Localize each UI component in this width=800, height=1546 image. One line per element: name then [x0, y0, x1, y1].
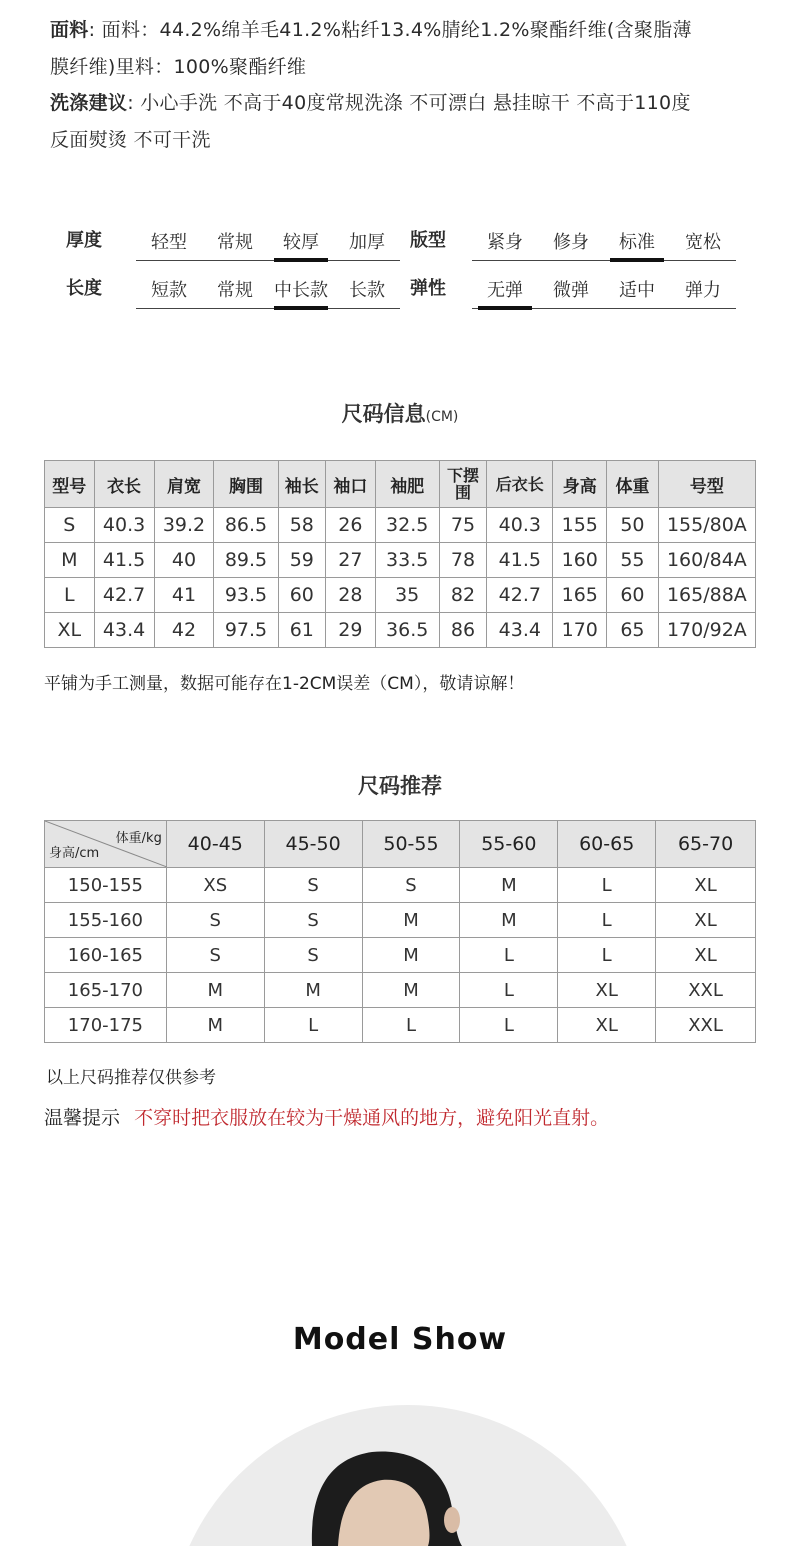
table-row — [45, 508, 756, 543]
thickness-option-extra-thick: 加厚 — [349, 232, 385, 253]
header-cell: 袖口 — [326, 461, 376, 508]
thickness-option-regular: 常规 — [217, 232, 253, 253]
size-rec-note: 以上尺码推荐仅供参考 — [46, 1068, 216, 1088]
recommended-size-cell: L — [460, 1008, 558, 1043]
table-cell: 58 — [278, 508, 326, 543]
table-cell: 40 — [154, 543, 214, 578]
table-cell: L — [45, 578, 95, 613]
table-row — [45, 578, 756, 613]
header-cell: 后衣长 — [487, 461, 553, 508]
size-rec-table — [44, 820, 756, 1043]
header-cell: 肩宽 — [154, 461, 214, 508]
header-cell: 胸围 — [214, 461, 278, 508]
recommended-size-cell: M — [362, 938, 460, 973]
table-cell: 41.5 — [487, 543, 553, 578]
table-cell: 41 — [154, 578, 214, 613]
header-cell: 身高 — [553, 461, 607, 508]
table-cell: 170 — [553, 613, 607, 648]
header-cell: 体重 — [607, 461, 659, 508]
table-cell: 32.5 — [375, 508, 439, 543]
length-options — [136, 276, 400, 309]
table-cell: 65 — [607, 613, 659, 648]
fabric-line-2 — [50, 55, 306, 79]
table-cell: 75 — [439, 508, 487, 543]
table-cell: 165 — [553, 578, 607, 613]
header-cell: 袖肥 — [375, 461, 439, 508]
size-info-header-row — [45, 461, 756, 508]
corner-height-label: 身高/cm — [49, 846, 100, 861]
recommended-size-cell: XL — [656, 868, 756, 903]
table-cell: 43.4 — [487, 613, 553, 648]
care-tip-text: 不穿时把衣服放在较为干燥通风的地方，避免阳光直射。 — [134, 1107, 610, 1129]
table-cell: 41.5 — [94, 543, 154, 578]
recommended-size-cell: S — [166, 903, 264, 938]
recommended-size-cell: XXL — [656, 973, 756, 1008]
recommended-size-cell: M — [460, 903, 558, 938]
table-cell: 36.5 — [375, 613, 439, 648]
recommended-size-cell: M — [362, 973, 460, 1008]
thickness-options — [136, 228, 400, 261]
table-cell: 60 — [607, 578, 659, 613]
table-row — [45, 973, 756, 1008]
table-cell: 61 — [278, 613, 326, 648]
recommended-size-cell: M — [362, 903, 460, 938]
recommended-size-cell: L — [460, 973, 558, 1008]
recommended-size-cell: XL — [558, 973, 656, 1008]
size-info-table — [44, 460, 756, 648]
fabric-label: 面料 — [50, 19, 89, 41]
care-tip-label: 温馨提示 — [44, 1107, 121, 1129]
fit-option-tight: 紧身 — [487, 232, 523, 253]
elasticity-option-slight: 微弹 — [553, 280, 589, 301]
recommended-size-cell: S — [166, 938, 264, 973]
weight-header: 55-60 — [460, 821, 558, 868]
fabric-line-1 — [50, 18, 692, 42]
height-range-cell: 165-170 — [45, 973, 167, 1008]
recommended-size-cell: XL — [656, 903, 756, 938]
table-cell: 26 — [326, 508, 376, 543]
table-cell: 40.3 — [94, 508, 154, 543]
length-option-regular: 常规 — [217, 280, 253, 301]
recommended-size-cell: XL — [656, 938, 756, 973]
header-cell: 型号 — [45, 461, 95, 508]
table-cell: 39.2 — [154, 508, 214, 543]
header-cell: 下摆围 — [439, 461, 487, 508]
recommended-size-cell: L — [558, 868, 656, 903]
care-tip — [44, 1103, 609, 1130]
model-ear — [444, 1507, 460, 1533]
table-cell: 82 — [439, 578, 487, 613]
size-rec-corner-cell — [45, 821, 167, 868]
table-cell: 59 — [278, 543, 326, 578]
clipped-text-remnant — [50, 0, 170, 2]
table-cell: 42 — [154, 613, 214, 648]
table-cell: 170/92A — [658, 613, 755, 648]
table-cell: 60 — [278, 578, 326, 613]
size-info-unit: (CM) — [425, 409, 459, 425]
care-line-2 — [50, 128, 211, 152]
length-option-long: 长款 — [349, 280, 385, 301]
care-text-2: 反面熨烫 不可干洗 — [50, 129, 211, 151]
recommended-size-cell: M — [166, 1008, 264, 1043]
table-cell: 50 — [607, 508, 659, 543]
fit-option-loose: 宽松 — [685, 232, 721, 253]
table-cell: 29 — [326, 613, 376, 648]
fabric-text-1: : 面料：44.2%绵羊毛41.2%粘纤13.4%腈纶1.2%聚酯纤维(含聚脂薄 — [88, 19, 692, 41]
recommended-size-cell: L — [558, 903, 656, 938]
table-cell: 86 — [439, 613, 487, 648]
size-rec-title: 尺码推荐 — [358, 774, 442, 798]
fit-label: 版型 — [410, 230, 446, 251]
thickness-label: 厚度 — [66, 230, 102, 251]
recommended-size-cell: S — [264, 903, 362, 938]
table-cell: 55 — [607, 543, 659, 578]
elasticity-options — [472, 276, 736, 309]
table-row — [45, 543, 756, 578]
height-range-cell: 170-175 — [45, 1008, 167, 1043]
table-row — [45, 903, 756, 938]
table-cell: 86.5 — [214, 508, 278, 543]
header-cell: 衣长 — [94, 461, 154, 508]
recommended-size-cell: M — [264, 973, 362, 1008]
table-cell: 155/80A — [658, 508, 755, 543]
table-cell: 27 — [326, 543, 376, 578]
table-cell: 42.7 — [94, 578, 154, 613]
table-row — [45, 938, 756, 973]
table-cell: 42.7 — [487, 578, 553, 613]
recommended-size-cell: L — [362, 1008, 460, 1043]
size-info-title-text: 尺码信息 — [341, 402, 426, 426]
weight-header: 40-45 — [166, 821, 264, 868]
length-option-short: 短款 — [151, 280, 187, 301]
care-label: 洗涤建议 — [50, 92, 128, 114]
table-cell: 89.5 — [214, 543, 278, 578]
table-cell: 28 — [326, 578, 376, 613]
weight-header: 45-50 — [264, 821, 362, 868]
table-cell: 160 — [553, 543, 607, 578]
height-range-cell: 155-160 — [45, 903, 167, 938]
height-range-cell: 150-155 — [45, 868, 167, 903]
elasticity-label: 弹性 — [410, 278, 446, 299]
table-cell: M — [45, 543, 95, 578]
recommended-size-cell: M — [166, 973, 264, 1008]
table-cell: 160/84A — [658, 543, 755, 578]
table-cell: 97.5 — [214, 613, 278, 648]
header-cell: 袖长 — [278, 461, 326, 508]
table-cell: XL — [45, 613, 95, 648]
size-rec-header-row — [45, 821, 756, 868]
size-info-note: 平铺为手工测量，数据可能存在1-2CM误差（CM），敬请谅解！ — [44, 674, 525, 694]
table-cell: 33.5 — [375, 543, 439, 578]
header-cell: 号型 — [658, 461, 755, 508]
fit-option-standard-selected: 标准 — [604, 228, 670, 260]
recommended-size-cell: XS — [166, 868, 264, 903]
recommended-size-cell: L — [460, 938, 558, 973]
table-cell: 35 — [375, 578, 439, 613]
recommended-size-cell: L — [264, 1008, 362, 1043]
recommended-size-cell: S — [264, 868, 362, 903]
thickness-option-thick-selected: 较厚 — [268, 228, 334, 260]
model-show-title: Model Show — [292, 1322, 508, 1357]
recommended-size-cell: L — [558, 938, 656, 973]
recommended-size-cell: XXL — [656, 1008, 756, 1043]
recommended-size-cell: XL — [558, 1008, 656, 1043]
table-cell: 165/88A — [658, 578, 755, 613]
care-text-1: : 小心手洗 不高于40度常规洗涤 不可漂白 悬挂晾干 不高于110度 — [127, 92, 691, 114]
elasticity-option-stretch: 弹力 — [685, 280, 721, 301]
table-cell: 155 — [553, 508, 607, 543]
model-photo — [0, 1380, 800, 1546]
fit-option-slim: 修身 — [553, 232, 589, 253]
table-row — [45, 1008, 756, 1043]
weight-header: 60-65 — [558, 821, 656, 868]
height-range-cell: 160-165 — [45, 938, 167, 973]
table-cell: 40.3 — [487, 508, 553, 543]
weight-header: 65-70 — [656, 821, 756, 868]
thickness-option-light: 轻型 — [151, 232, 187, 253]
table-cell: 78 — [439, 543, 487, 578]
table-cell: 93.5 — [214, 578, 278, 613]
table-row — [45, 868, 756, 903]
recommended-size-cell: S — [264, 938, 362, 973]
weight-header: 50-55 — [362, 821, 460, 868]
length-label: 长度 — [66, 278, 102, 299]
fit-options — [472, 228, 736, 261]
care-line-1 — [50, 91, 691, 115]
size-info-title — [0, 398, 800, 428]
corner-weight-label: 体重/kg — [115, 831, 162, 846]
recommended-size-cell: S — [362, 868, 460, 903]
table-cell: 43.4 — [94, 613, 154, 648]
fabric-text-2: 膜纤维)里料：100%聚酯纤维 — [50, 56, 307, 78]
recommended-size-cell: M — [460, 868, 558, 903]
table-cell: S — [45, 508, 95, 543]
table-row — [45, 613, 756, 648]
elasticity-option-moderate: 适中 — [619, 280, 655, 301]
length-option-mid-long-selected: 中长款 — [268, 276, 334, 308]
elasticity-option-none-selected: 无弹 — [472, 276, 538, 308]
